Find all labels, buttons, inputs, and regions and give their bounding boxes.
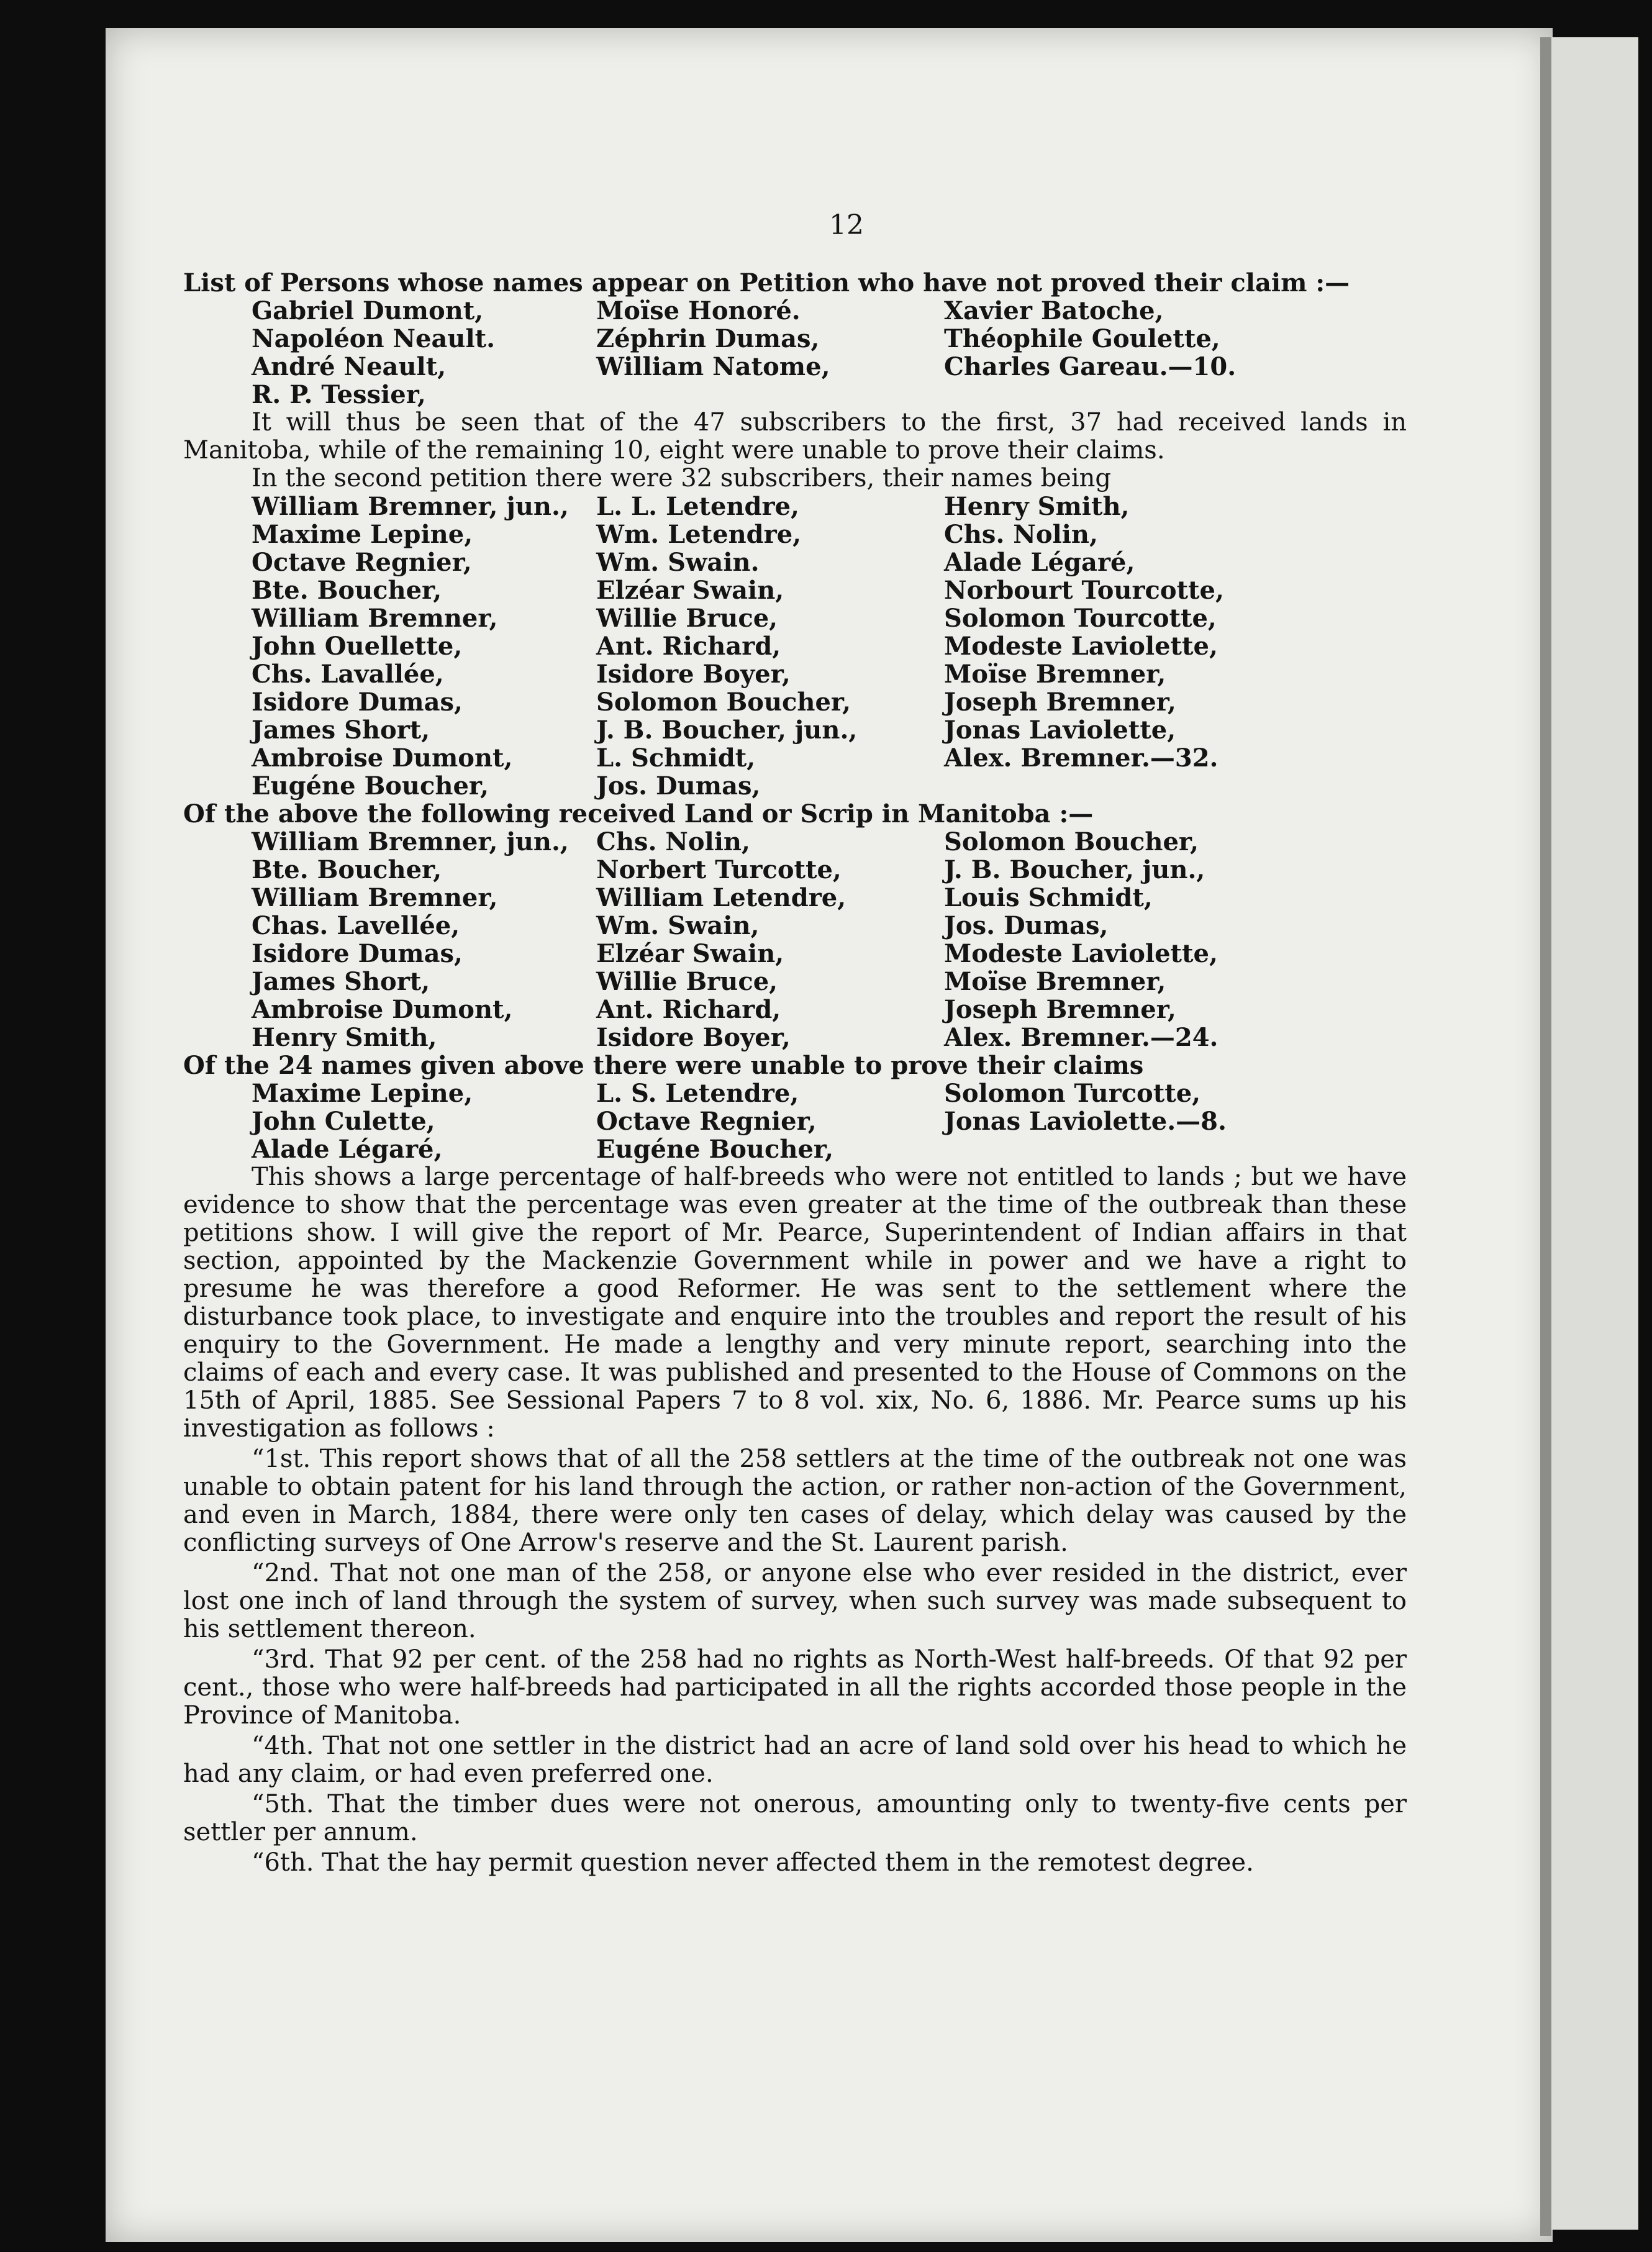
name-entry: Joseph Bremner, [944,688,1176,717]
list2-col3 [944,493,1407,800]
name-entry: Willie Bruce, [596,967,778,996]
point-5: “5th. That the timber dues were not onerous, amounting only to twenty-five cents per settler per annum. [183,1790,1407,1846]
name-entry: Chs. Lavallée, [252,660,444,689]
name-entry: Elzéar Swain, [596,576,784,605]
list1-heading: List of Persons whose names appear on Petition who have not proved their claim :— [183,268,1350,297]
name-entry: Willie Bruce, [596,604,778,633]
name-entry: Modeste Laviolette, [944,632,1218,661]
name-entry: Moïse Bremner, [944,967,1166,996]
name-entry: Ambroise Dumont, [252,743,513,773]
list4-col3 [944,1079,1407,1163]
list3-col1 [183,828,596,1051]
name-entry: Chs. Nolin, [944,520,1098,549]
name-entry: Isidore Dumas, [252,688,463,717]
name-entry: Solomon Tourcotte, [944,604,1217,633]
list4-col2 [596,1079,944,1163]
name-entry: Eugéne Boucher, [252,771,489,801]
list3-col3 [944,828,1407,1051]
name-entry: James Short, [252,715,430,745]
list4-heading: Of the 24 names given above there were unable to prove their claims [183,1051,1144,1080]
name-entry: Henry Smith, [944,492,1130,521]
name-entry: Bte. Boucher, [252,855,442,884]
list2-names [183,493,1407,800]
name-entry: Xavier Batoche, [944,296,1164,325]
list1-names [183,297,1407,409]
name-entry: Jonas Laviolette, [944,715,1176,745]
name-entry: William Natome, [596,352,830,381]
name-entry: Alex. Bremner.—32. [944,743,1219,773]
name-entry: Moïse Bremner, [944,660,1166,689]
name-entry: Octave Regnier, [596,1107,817,1136]
name-entry: Jos. Dumas, [944,911,1109,940]
name-entry: Gabriel Dumont, [252,296,484,325]
list1-col1 [183,297,596,409]
list3-col2 [596,828,944,1051]
list3-heading: Of the above the following received Land or Scrip in Manitoba :— [183,799,1094,829]
point-1: “1st. This report shows that of all the 258 settlers at the time of the outbreak not one was unable to obtain patent for his land through the action, or rather non-action of the Government, and even in March, 1884, there were only ten cases of delay, which delay was caused by the conflicting surveys of One Arrow's reserve and the St. Laurent parish. [183,1445,1407,1557]
name-entry: Octave Regnier, [252,548,472,577]
point-2: “2nd. That not one man of the 258, or anyone else who ever resided in the district, ever lost one inch of land through the system of survey, when such survey was made subsequent to his settlement thereon. [183,1559,1407,1643]
list3-names [183,828,1407,1051]
paragraph-1: It will thus be seen that of the 47 subscribers to the first, 37 had received lands in Manitoba, while of the remaining 10, eight were unable to prove their claims. [183,408,1407,465]
name-entry: Wm. Letendre, [596,520,802,549]
name-entry: Isidore Dumas, [252,939,463,968]
name-entry: Eugéne Boucher, [596,1135,833,1164]
point-6: “6th. That the hay permit question never affected them in the remotest degree. [252,1848,1254,1877]
name-entry: William Bremner, jun., [252,827,569,856]
paragraph-2: In the second petition there were 32 subscribers, their names being [252,464,1112,493]
name-entry: André Neault, [252,352,447,381]
name-entry: William Letendre, [596,883,846,912]
point-4: “4th. That not one settler in the district had an acre of land sold over his head to which he had any claim, or had even preferred one. [183,1732,1407,1788]
name-entry: William Bremner, jun., [252,492,569,521]
name-entry: Charles Gareau.—10. [944,352,1237,381]
name-entry: Alex. Bremner.—24. [944,1023,1219,1052]
name-entry: Jos. Dumas, [596,771,761,801]
name-entry: L. Schmidt, [596,743,756,773]
name-entry: John Culette, [252,1107,435,1136]
name-entry: Norbert Turcotte, [596,855,842,884]
name-entry: Napoléon Neault. [252,324,496,353]
name-entry: Maxime Lepine, [252,520,473,549]
point-3: “3rd. That 92 per cent. of the 258 had no rights as North-West half-breeds. Of that 92 per cent., those who were half-breeds had participated in all the rights accorded those people in the Province of Manitoba. [183,1645,1407,1730]
name-entry: James Short, [252,967,430,996]
name-entry: Wm. Swain, [596,911,760,940]
name-entry [944,1135,1407,1163]
name-entry: Solomon Boucher, [944,827,1199,856]
name-entry: William Bremner, [252,883,498,912]
name-entry: Solomon Boucher, [596,688,851,717]
facing-page-edge [1551,37,1638,2230]
name-entry: L. L. Letendre, [596,492,799,521]
name-entry: Théophile Goulette, [944,324,1220,353]
name-entry: Alade Légaré, [944,548,1135,577]
list4-col1 [183,1079,596,1163]
name-entry: Chas. Lavellée, [252,911,460,940]
page-text [183,209,1407,1877]
name-entry: Elzéar Swain, [596,939,784,968]
list1-col3 [944,297,1407,409]
name-entry: Solomon Turcotte, [944,1079,1201,1108]
name-entry: Chs. Nolin, [596,827,750,856]
name-entry: R. P. Tessier, [252,380,426,409]
paragraph-3: This shows a large percentage of half-breeds who were not entitled to lands ; but we have evidence to show that the percentage was even greater at the time of the outbreak than these petitions show. I will give the report of Mr. Pearce, Superintendent of Indian affairs in that section, appointed by the Mackenzie Government while in power and we have a right to presume he was therefore a good Reformer. He was sent to the settlement where the disturbance took place, to investigate and enquire into the troubles and report the result of his enquiry to the Government. He made a lengthy and very minute report, searching into the claims of each and every case. It was published and presented to the House of Commons on the 15th of April, 1885. See Sessional Papers 7 to 8 vol. xix, No. 6, 1886. Mr. Pearce sums up his investigation as follows : [183,1163,1407,1443]
name-entry: Moïse Honoré. [596,296,801,325]
name-entry: J. B. Boucher, jun., [596,715,858,745]
name-entry: Ant. Richard, [596,995,781,1024]
name-entry: Henry Smith, [252,1023,437,1052]
page-spine [1540,37,1551,2236]
name-entry: Isidore Boyer, [596,1023,791,1052]
name-entry: Alade Légaré, [252,1135,443,1164]
name-entry: Jonas Laviolette.—8. [944,1107,1227,1136]
list2-col2 [596,493,944,800]
name-entry: Modeste Laviolette, [944,939,1218,968]
name-entry: Isidore Boyer, [596,660,791,689]
name-entry: J. B. Boucher, jun., [944,855,1205,884]
list1-col2 [596,297,944,409]
name-entry: L. S. Letendre, [596,1079,799,1108]
name-entry: Ant. Richard, [596,632,781,661]
page-number: 12 [829,209,864,241]
name-entry: Ambroise Dumont, [252,995,513,1024]
name-entry: Joseph Bremner, [944,995,1176,1024]
name-entry [944,772,1407,800]
name-entry: Wm. Swain. [596,548,760,577]
name-entry: Norbourt Tourcotte, [944,576,1224,605]
list4-names [183,1079,1407,1163]
name-entry: Louis Schmidt, [944,883,1153,912]
name-entry: Maxime Lepine, [252,1079,473,1108]
name-entry: Zéphrin Dumas, [596,324,820,353]
name-entry: Bte. Boucher, [252,576,442,605]
name-entry: John Ouellette, [252,632,463,661]
list2-col1 [183,493,596,800]
name-entry: William Bremner, [252,604,498,633]
